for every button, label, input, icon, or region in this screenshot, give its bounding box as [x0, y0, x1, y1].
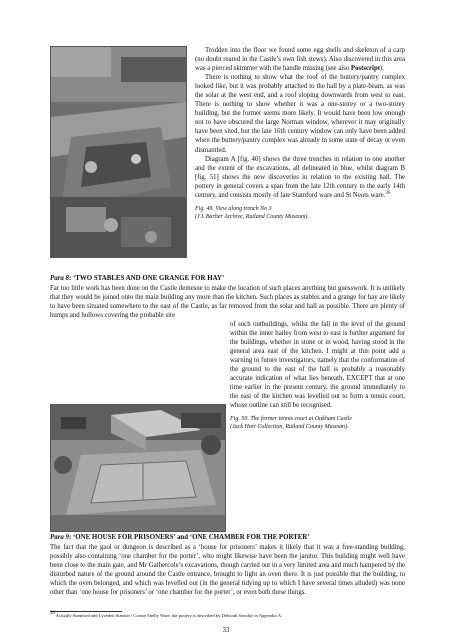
paragraph: The fact that the gaol or dungeon is described as a ‘house for prisoners’ makes it likely that it was a free-standing building, possibly also containing ‘one chamber for the porter’, who might likewise have been the janitor. This building might well have been close to the main gate, and Mr Gathercole’s excavations, though carried out in a very limited area and much hampered by the disturbed nature of the ground around the Castle entrance, brought to light an oven there. It is just possible that the building, to which the oven belonged, and which was levelled out (in the general tidying up to which I have several times alluded) was none other than ‘one house for prisoners’ or ‘one chamber for the porter’, or even both these things. [50, 544, 405, 597]
section-para-9 [50, 533, 405, 597]
paragraph: Diagram A [fig. 40] shows the three trenches in relation to one another and the extent of the excavations, all delineated in blue, whilst diagram B [fig. 51] shows the new discoveries in relation to the existing hall. The pottery in general covers a span from the late 12th century to the early 14th century, and consists mostly of late Stamford ware and St Neots ware.$^{36}$ [195, 155, 405, 199]
section-para-8 [50, 274, 405, 320]
page-number: 33 [222, 627, 230, 634]
paragraph: There is nothing to show what the roof of the buttery/pantry complex looked like, but it was probably attached to the hall by a plate-beam, as was the solar at the west end, and a roof sloping downwards from west to east. There is nothing to show whether it was a one-storey or a two-storey building, but the former seems more likely. It would have been low enough not to have obscured the large Norman window, wherever it may originally have been sited, but the late 16th century window can only have been added when the buttery/pantry complex was already in some state of decay or even dismantled. [195, 74, 405, 154]
section-heading: Para 8: ‘TWO STABLES AND ONE GRANGE FOR HAY’ [50, 275, 225, 282]
figure-caption: Fig. 50. The former tennis court at Oakham Castle (Jack Hart Collection, Rutland County Museum). [230, 416, 352, 431]
footnote-reference: 36 [385, 190, 391, 196]
paragraph: Far too little work has been done on the Castle demesne to make the location of such places anything but guesswork. It is unlikely that they would be joined onto the main building any more than the kitchen. Such places as stables and a grange for hay are likely to have been situated somewhere to the east of the Castle, as far removed from the solar and hall as possible. There are plenty of humps and hollows covering the probable site [50, 285, 405, 320]
footnote-divider [50, 611, 122, 612]
figure-caption: Fig. 49. View along trench No 3 (J L Barber Archive, Rutland County Museum). [195, 205, 309, 220]
tennis-court-photo-figure-50 [50, 404, 226, 532]
paragraph: of such outbuildings, whilst the fall in the level of the ground within the inner bailey from west to east is further argument for the buildings, whether in stone or in wood, having stood in the general area east of the kitchen. I might at this point add a warning to future investigators, namely that the conformation of the ground to the east of the hall is probably a reasonably accurate indication of what lies beneath, EXCEPT that at one time earlier in the present century, the ground immediately to the east of the kitchen was levelled out to form a tennis court, whose outline can still be recognised. [230, 321, 405, 410]
section-heading: Para 9: ‘ONE HOUSE FOR PRISONERS’ and ‘ONE CHAMBER FOR THE PORTER’ [50, 534, 310, 541]
footnote: $^{36}$ Actually Stamford and Lyveden Stanion / Coarse Shelly Ware: the pottery is described by Deborah Sawday in Appendix A. [50, 611, 283, 618]
section-para-8-continued [230, 320, 405, 431]
paragraph: Trodden into the floor we found some egg shells and skeleton of a carp (no doubt reared in the Castle’s own fish stews). Also discovered in this area was a pierced skimmer with the handle missing (see also Postscript). [195, 47, 405, 73]
right-column-text [195, 46, 405, 221]
trench-photo-figure-49 [50, 46, 187, 258]
